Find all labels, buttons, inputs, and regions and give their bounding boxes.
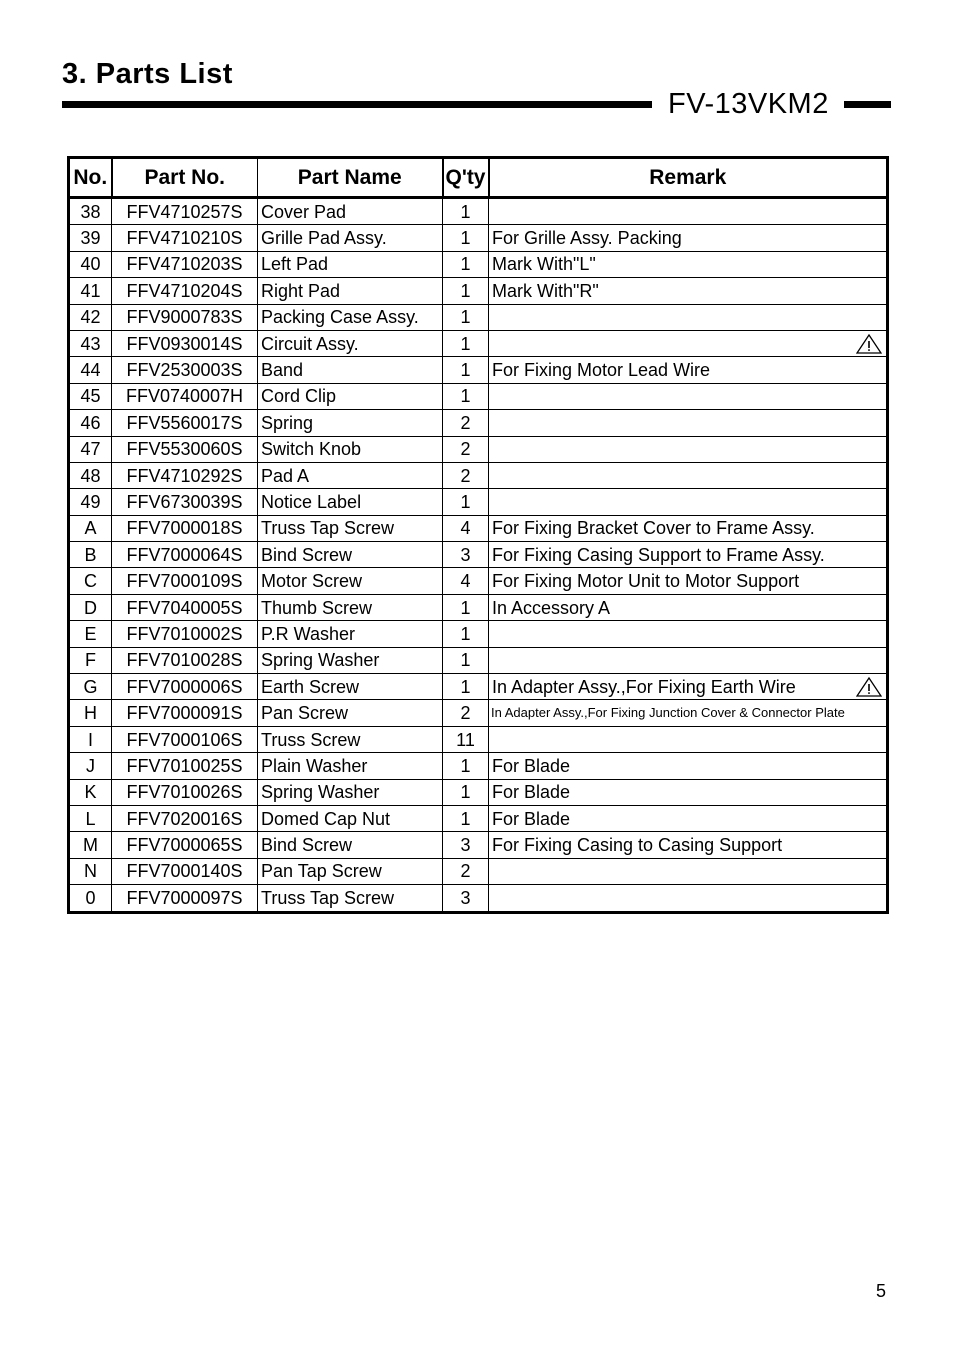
row-qty: 1	[443, 330, 489, 356]
row-part-no: FFV4710257S	[112, 198, 258, 225]
row-part-no: FFV6730039S	[112, 489, 258, 515]
parts-table	[67, 156, 889, 914]
row-part-no: FFV4710292S	[112, 462, 258, 488]
table-row	[69, 278, 888, 304]
row-no: K	[69, 779, 112, 805]
row-remark	[489, 251, 888, 277]
table-row	[69, 515, 888, 541]
row-part-name: Pan Screw	[258, 700, 443, 726]
row-part-name: Spring Washer	[258, 647, 443, 673]
table-row	[69, 251, 888, 277]
row-no: 49	[69, 489, 112, 515]
row-qty: 3	[443, 542, 489, 568]
row-no: 42	[69, 304, 112, 330]
table-row	[69, 436, 888, 462]
table-row	[69, 594, 888, 620]
table-row	[69, 858, 888, 884]
row-remark	[489, 805, 888, 831]
row-remark	[489, 700, 888, 726]
row-remark	[489, 779, 888, 805]
row-remark	[489, 515, 888, 541]
row-part-no: FFV7010028S	[112, 647, 258, 673]
row-no: M	[69, 832, 112, 858]
warning-triangle-icon	[856, 677, 882, 697]
row-qty: 1	[443, 489, 489, 515]
table-row	[69, 330, 888, 356]
row-remark	[489, 330, 888, 356]
row-remark	[489, 594, 888, 620]
row-remark	[489, 436, 888, 462]
row-part-name: Domed Cap Nut	[258, 805, 443, 831]
row-qty: 4	[443, 568, 489, 594]
table-row	[69, 410, 888, 436]
remark-text: For Blade	[492, 782, 571, 803]
row-part-no: FFV0930014S	[112, 330, 258, 356]
row-remark	[489, 885, 888, 912]
table-row	[69, 885, 888, 912]
row-remark	[489, 647, 888, 673]
row-part-name: Bind Screw	[258, 832, 443, 858]
row-part-no: FFV0740007H	[112, 383, 258, 409]
row-qty: 3	[443, 832, 489, 858]
row-part-no: FFV7040005S	[112, 594, 258, 620]
row-part-no: FFV7000097S	[112, 885, 258, 912]
row-remark	[489, 489, 888, 515]
row-part-no: FFV7000006S	[112, 674, 258, 700]
row-part-name: Pan Tap Screw	[258, 858, 443, 884]
table-row	[69, 383, 888, 409]
remark-text: For Fixing Bracket Cover to Frame Assy.	[492, 518, 815, 539]
row-no: 0	[69, 885, 112, 912]
row-part-no: FFV7010002S	[112, 621, 258, 647]
row-qty: 4	[443, 515, 489, 541]
row-part-name: Truss Tap Screw	[258, 515, 443, 541]
row-part-no: FFV5530060S	[112, 436, 258, 462]
page-number: 5	[876, 1281, 887, 1301]
row-qty: 2	[443, 462, 489, 488]
row-part-no: FFV4710203S	[112, 251, 258, 277]
table-row	[69, 489, 888, 515]
table-row	[69, 198, 888, 225]
page-title: 3. Parts List	[62, 58, 233, 90]
row-part-no: FFV7000065S	[112, 832, 258, 858]
row-no: 41	[69, 278, 112, 304]
row-part-name: P.R Washer	[258, 621, 443, 647]
remark-text: Mark With"R"	[492, 280, 599, 301]
row-remark	[489, 542, 888, 568]
row-qty: 1	[443, 594, 489, 620]
row-qty: 2	[443, 410, 489, 436]
table-row	[69, 832, 888, 858]
row-no: F	[69, 647, 112, 673]
table-row	[69, 225, 888, 251]
row-part-name: Thumb Screw	[258, 594, 443, 620]
row-no: 46	[69, 410, 112, 436]
column-header-qty: Q'ty	[443, 158, 489, 198]
row-qty: 11	[443, 726, 489, 752]
remark-text: In Accessory A	[492, 597, 611, 618]
row-part-name: Motor Screw	[258, 568, 443, 594]
row-part-no: FFV7020016S	[112, 805, 258, 831]
column-header-no: No.	[69, 158, 112, 198]
row-no: I	[69, 726, 112, 752]
row-part-name: Right Pad	[258, 278, 443, 304]
remark-text: For Fixing Motor Unit to Motor Support	[492, 571, 800, 592]
remark-text: For Blade	[492, 755, 571, 776]
row-no: G	[69, 674, 112, 700]
row-remark	[489, 621, 888, 647]
row-part-no: FFV4710210S	[112, 225, 258, 251]
row-qty: 1	[443, 383, 489, 409]
remark-text: In Adapter Assy.,For Fixing Earth Wire	[492, 676, 796, 697]
row-remark	[489, 225, 888, 251]
row-qty: 1	[443, 278, 489, 304]
warning-triangle-icon	[856, 334, 882, 354]
row-part-name: Grille Pad Assy.	[258, 225, 443, 251]
remark-text: For Fixing Motor Lead Wire	[492, 360, 711, 381]
row-part-name: Circuit Assy.	[258, 330, 443, 356]
remark-text: In Adapter Assy.,For Fixing Junction Cover & Connector Plate	[491, 705, 845, 721]
row-remark	[489, 462, 888, 488]
row-remark	[489, 832, 888, 858]
row-part-name: Pad A	[258, 462, 443, 488]
row-qty: 1	[443, 357, 489, 383]
row-part-no: FFV7010025S	[112, 753, 258, 779]
row-remark	[489, 410, 888, 436]
row-qty: 1	[443, 251, 489, 277]
table-row	[69, 779, 888, 805]
row-qty: 2	[443, 436, 489, 462]
table-row	[69, 568, 888, 594]
table-row	[69, 647, 888, 673]
row-part-name: Band	[258, 357, 443, 383]
table-row	[69, 357, 888, 383]
row-qty: 2	[443, 858, 489, 884]
row-part-name: Bind Screw	[258, 542, 443, 568]
remark-text: For Fixing Casing Support to Frame Assy.	[492, 544, 825, 565]
header-rule-right	[844, 101, 891, 108]
remark-text: For Fixing Casing to Casing Support	[492, 835, 783, 856]
table-row	[69, 753, 888, 779]
row-part-name: Truss Tap Screw	[258, 885, 443, 912]
row-part-name: Earth Screw	[258, 674, 443, 700]
row-part-no: FFV5560017S	[112, 410, 258, 436]
row-no: N	[69, 858, 112, 884]
row-no: 48	[69, 462, 112, 488]
row-no: 39	[69, 225, 112, 251]
row-no: 45	[69, 383, 112, 409]
row-part-no: FFV7010026S	[112, 779, 258, 805]
header-rule-left	[62, 101, 652, 108]
row-no: 43	[69, 330, 112, 356]
row-part-no: FFV7000091S	[112, 700, 258, 726]
row-qty: 2	[443, 700, 489, 726]
row-part-no: FFV7000018S	[112, 515, 258, 541]
row-remark	[489, 357, 888, 383]
row-no: D	[69, 594, 112, 620]
row-no: 47	[69, 436, 112, 462]
row-no: A	[69, 515, 112, 541]
row-part-name: Packing Case Assy.	[258, 304, 443, 330]
row-remark	[489, 568, 888, 594]
table-row	[69, 700, 888, 726]
column-header-remark: Remark	[489, 158, 888, 198]
model-name: FV-13VKM2	[668, 88, 829, 120]
table-row	[69, 304, 888, 330]
row-remark	[489, 383, 888, 409]
column-header-part-name: Part Name	[258, 158, 443, 198]
table-row	[69, 542, 888, 568]
row-no: 38	[69, 198, 112, 225]
row-remark	[489, 674, 888, 700]
row-remark	[489, 198, 888, 225]
parts-table-body	[69, 198, 888, 913]
row-part-name: Plain Washer	[258, 753, 443, 779]
row-part-no: FFV9000783S	[112, 304, 258, 330]
row-part-no: FFV7000140S	[112, 858, 258, 884]
table-row	[69, 462, 888, 488]
remark-text: Mark With"L"	[492, 254, 596, 275]
row-part-name: Cover Pad	[258, 198, 443, 225]
row-qty: 3	[443, 885, 489, 912]
row-no: L	[69, 805, 112, 831]
row-part-no: FFV2530003S	[112, 357, 258, 383]
table-row	[69, 621, 888, 647]
remark-text: For Grille Assy. Packing	[492, 228, 682, 249]
row-part-no: FFV7000064S	[112, 542, 258, 568]
row-part-no: FFV7000106S	[112, 726, 258, 752]
row-remark	[489, 858, 888, 884]
row-no: E	[69, 621, 112, 647]
row-remark	[489, 726, 888, 752]
row-part-name: Left Pad	[258, 251, 443, 277]
row-qty: 1	[443, 805, 489, 831]
row-qty: 1	[443, 647, 489, 673]
row-qty: 1	[443, 225, 489, 251]
table-row	[69, 726, 888, 752]
table-header-row	[69, 158, 888, 198]
row-no: 44	[69, 357, 112, 383]
row-part-no: FFV4710204S	[112, 278, 258, 304]
row-part-name: Truss Screw	[258, 726, 443, 752]
row-qty: 1	[443, 198, 489, 225]
remark-text: For Blade	[492, 808, 571, 829]
row-part-no: FFV7000109S	[112, 568, 258, 594]
row-remark	[489, 304, 888, 330]
column-header-part-no: Part No.	[112, 158, 258, 198]
row-part-name: Spring	[258, 410, 443, 436]
row-part-name: Switch Knob	[258, 436, 443, 462]
row-qty: 1	[443, 621, 489, 647]
row-no: J	[69, 753, 112, 779]
row-part-name: Notice Label	[258, 489, 443, 515]
table-row	[69, 674, 888, 700]
row-remark	[489, 278, 888, 304]
row-qty: 1	[443, 753, 489, 779]
row-qty: 1	[443, 304, 489, 330]
row-qty: 1	[443, 674, 489, 700]
row-no: 40	[69, 251, 112, 277]
row-part-name: Cord Clip	[258, 383, 443, 409]
row-no: B	[69, 542, 112, 568]
row-no: H	[69, 700, 112, 726]
row-remark	[489, 753, 888, 779]
row-part-name: Spring Washer	[258, 779, 443, 805]
table-row	[69, 805, 888, 831]
row-no: C	[69, 568, 112, 594]
row-qty: 1	[443, 779, 489, 805]
